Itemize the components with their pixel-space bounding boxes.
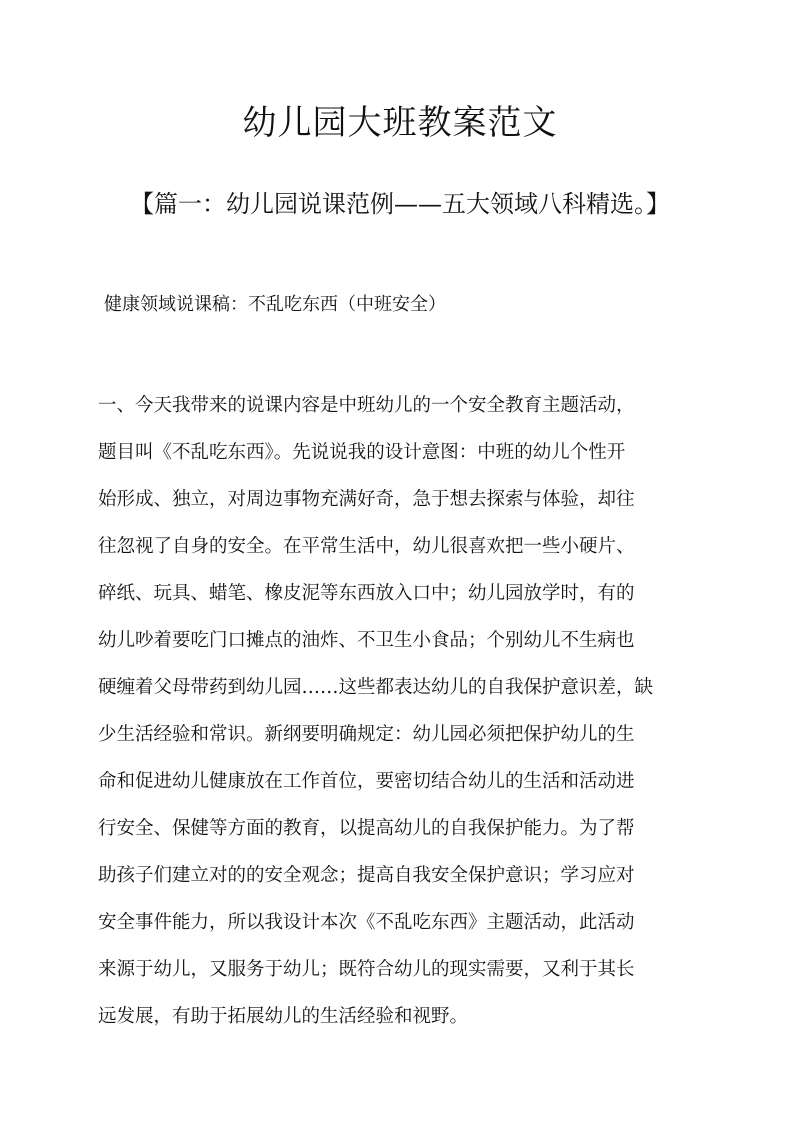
paragraph-line: 远发展，有助于拓展幼儿的生活经验和视野。 xyxy=(98,1006,469,1027)
paragraph-line: 来源于幼儿，又服务于幼儿；既符合幼儿的现实需要，又利于其长 xyxy=(98,959,635,980)
paragraph-line: 少生活经验和常识。新纲要明确规定：幼儿园必须把保护幼儿的生 xyxy=(98,724,635,745)
paragraph-line: 行安全、保健等方面的教育，以提高幼儿的自我保护能力。为了帮 xyxy=(98,818,635,839)
paragraph-line: 一、今天我带来的说课内容是中班幼儿的一个安全教育主题活动， xyxy=(98,395,635,416)
paragraph-line: 始形成、独立，对周边事物充满好奇，急于想去探索与体验，却往 xyxy=(98,489,635,510)
body-paragraph xyxy=(98,382,698,1040)
paragraph-line: 往忽视了自身的安全。在平常生活中，幼儿很喜欢把一些小硬片、 xyxy=(98,536,635,557)
paragraph-line: 安全事件能力，所以我设计本次《不乱吃东西》主题活动，此活动 xyxy=(98,912,635,933)
section-heading: 【篇一：幼儿园说课范例——五大领域八科精选。】 xyxy=(130,190,670,218)
document-title: 幼儿园大班教案范文 xyxy=(242,103,558,143)
paragraph-line: 幼儿吵着要吃门口摊点的油炸、不卫生小食品；个别幼儿不生病也 xyxy=(98,630,635,651)
paragraph-line: 题目叫《不乱吃东西》。先说说我的设计意图：中班的幼儿个性开 xyxy=(98,442,626,463)
lesson-subheading: 健康领域说课稿：不乱吃东西（中班安全） xyxy=(104,294,446,315)
paragraph-line: 命和促进幼儿健康放在工作首位，要密切结合幼儿的生活和活动进 xyxy=(98,771,635,792)
paragraph-line: 硬缠着父母带药到幼儿园……这些都表达幼儿的自我保护意识差，缺 xyxy=(98,677,654,698)
paragraph-line: 助孩子们建立对的的安全观念；提高自我安全保护意识；学习应对 xyxy=(98,865,635,886)
paragraph-line: 碎纸、玩具、蜡笔、橡皮泥等东西放入口中；幼儿园放学时，有的 xyxy=(98,583,635,604)
